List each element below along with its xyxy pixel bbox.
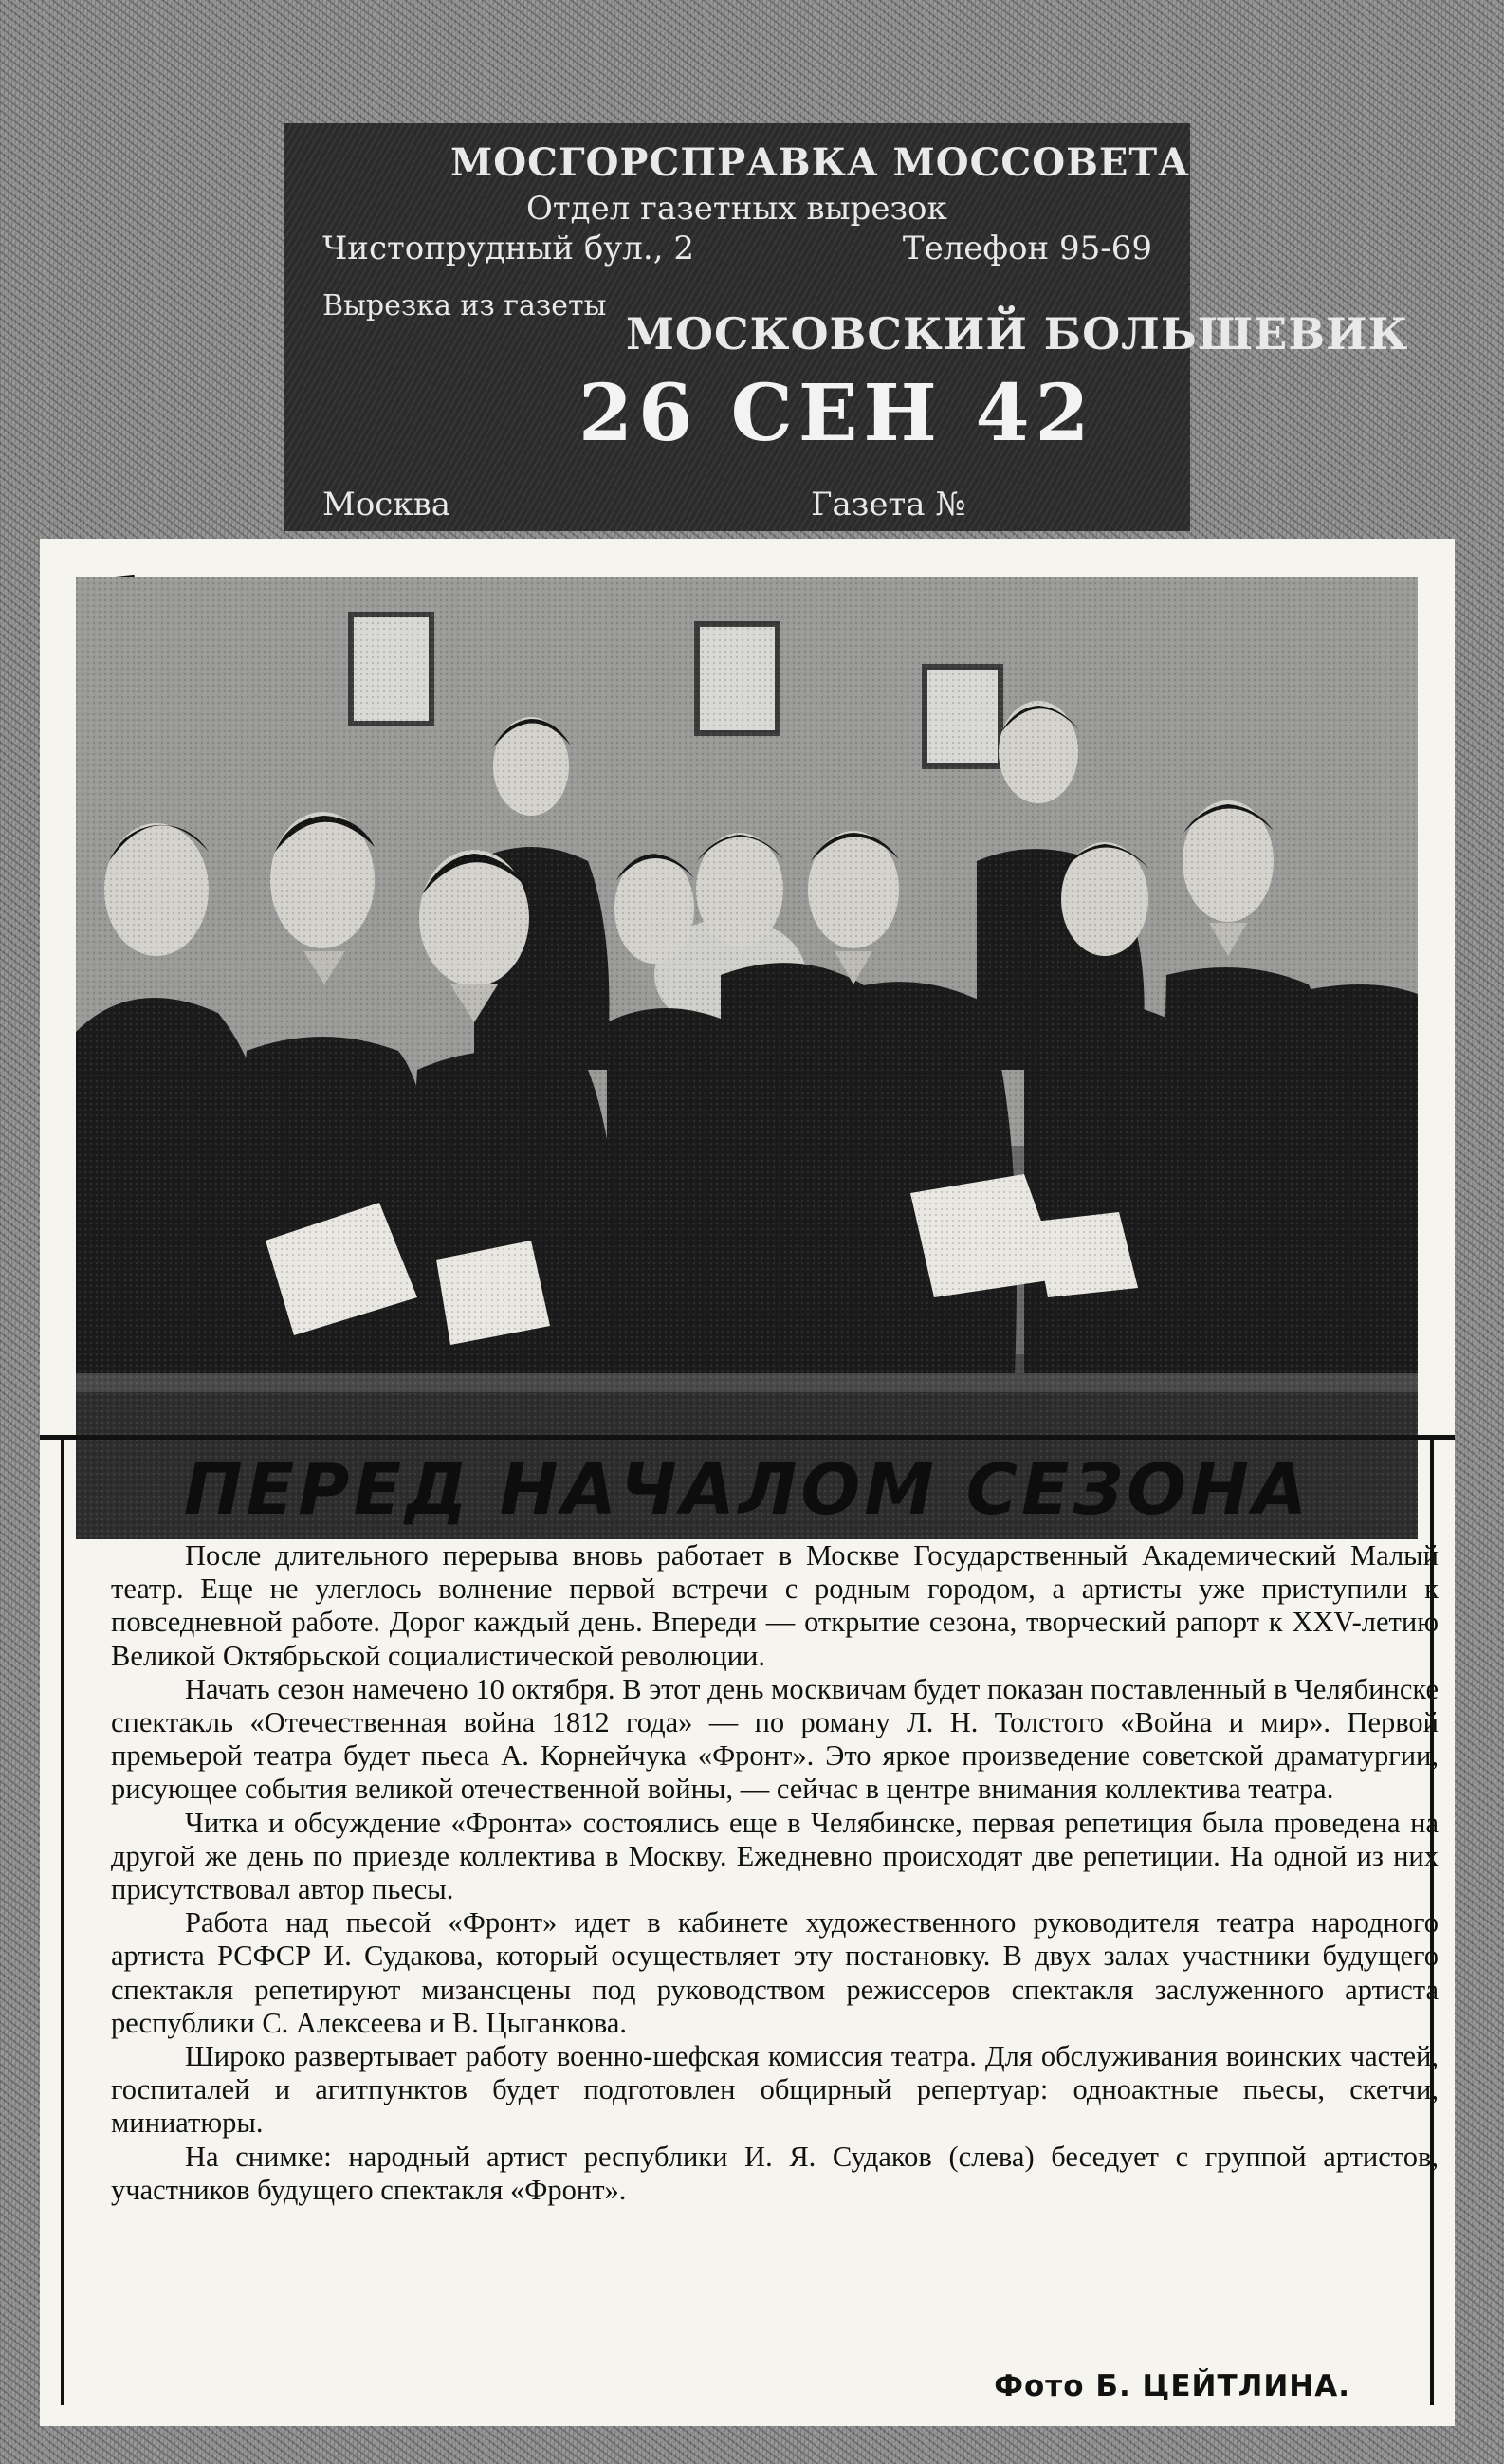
group-photo (76, 577, 1418, 1539)
label-phone: Телефон 95-69 (902, 230, 1152, 267)
photo-caption: На снимке: народный артист республики И. Я. Судаков (слева) беседует с группой артистов, участников будущего спектакля «Фронт». (111, 2140, 1439, 2206)
label-date-stamp: 26 СЕН 42 (578, 368, 1095, 459)
label-department: Отдел газетных вырезок (526, 190, 947, 228)
label-gazeta-number: Газета № (811, 486, 966, 524)
press-clipping-label (284, 123, 1409, 531)
article-body (111, 1539, 1439, 2207)
label-address: Чистопрудный бул., 2 (322, 230, 694, 267)
label-clip-from: Вырезка из газеты (322, 289, 607, 322)
article-paragraph: Работа над пьесой «Фронт» идет в кабинете художественного руководителя театра народного артиста РСФСР И. Судакова, который осуществляет эту постановку. В двух залах участники будущего спектакля репетируют мизансцены под руководством режиссеров спектакля заслуженного артиста республики С. Алексеева и В. Цыганкова. (111, 1906, 1439, 2039)
article-paragraph: Читка и обсуждение «Фронта» состоялись еще в Челябинске, первая репетиция была проведена на другой же день по приезде коллектива в Москву. Ежедневно происходят две репетиции. На одной из них присутствовал автор пьесы. (111, 1806, 1439, 1906)
label-newspaper-name: МОСКОВСКИЙ БОЛЬШЕВИК (626, 308, 1409, 359)
label-city: Москва (322, 486, 450, 524)
border-rule-left (61, 1438, 64, 2405)
label-organization: МОСГОРСПРАВКА МОССОВЕТА (450, 140, 1190, 185)
article-paragraph: После длительного перерыва вновь работает в Москве Государственный Академический Малый театр. Еще не улеглось волнение первой встречи с родным городом, а артисты уже приступили к повседневной работе. Дорог каждый день. Впереди — открытие сезона, творческий рапорт к XXV-летию Великой Октябрьской социалистической революции. (111, 1539, 1439, 1672)
article-paragraph: Широко развертывает работу военно-шефская комиссия театра. Для обслуживания воинских частей, госпиталей и агитпунктов будет подготовлен общирный репертуар: одноактные пьесы, скетчи, миниатюры. (111, 2040, 1439, 2140)
article-paragraph: Начать сезон намечено 10 октября. В этот день москвичам будет показан поставленный в Челябинске спектакль «Отечественная война 1812 года» — по роману Л. Н. Толстого «Война и мир». Первой премьерой театра будет пьеса А. Корнейчука «Фронт». Это яркое произведение советской драматургии, рисующее события великой отечественной войны, — сейчас в центре внимания коллектива театра. (111, 1672, 1439, 1806)
group-photo-illustration (76, 577, 1418, 1539)
separator-rule (40, 1435, 1455, 1440)
photo-credit: Фото Б. ЦЕЙТЛИНА. (994, 2369, 1350, 2403)
article-headline: ПЕРЕД НАЧАЛОМ СЕЗОНА (183, 1449, 1311, 1531)
newspaper-clipping (40, 539, 1455, 2426)
